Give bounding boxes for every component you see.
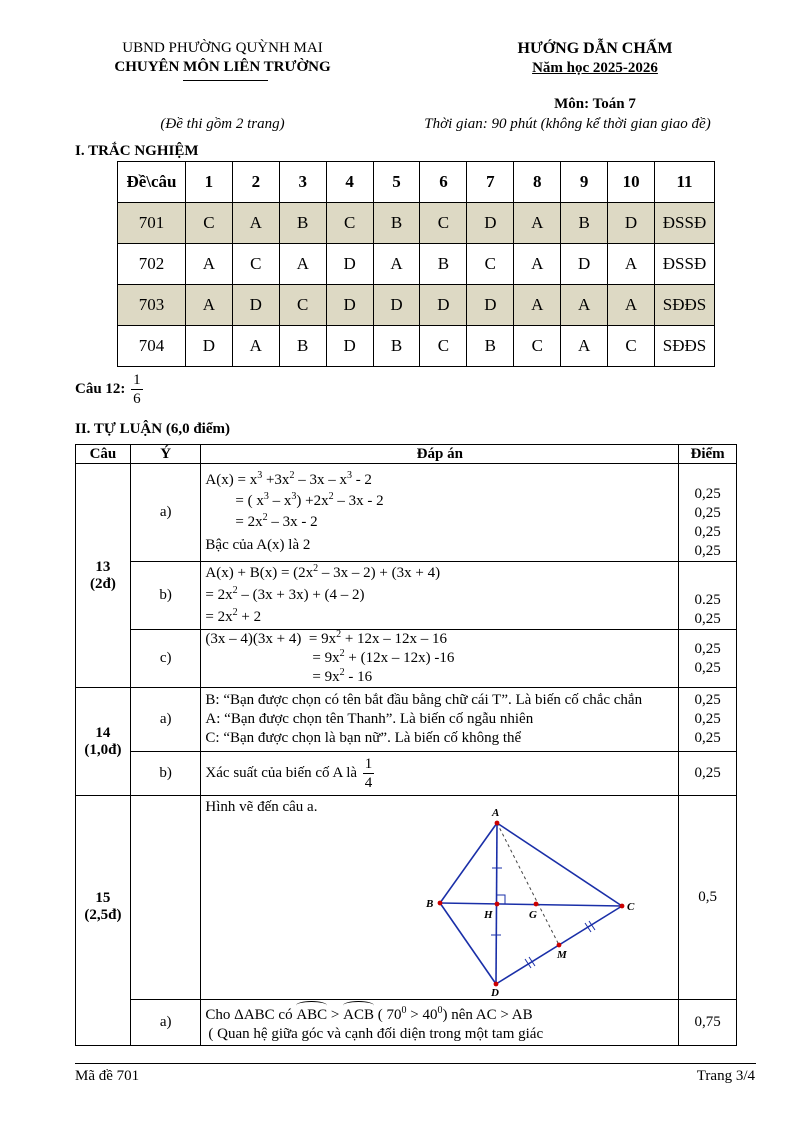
mc-cell: D [326,326,373,367]
q13b-line: $A(x) + B(x) = (2x^2 - 3x - 2) + (3x + 4)$ [205,563,441,581]
essay-answer-table [75,444,737,1046]
mc-cell: B [467,326,514,367]
mc-row [118,326,715,367]
label-a: A [492,807,500,819]
q12-denominator: 6 [133,391,141,407]
q13a-line: Bậc của A(x) là 2 [205,536,311,553]
q14b-denominator: 4 [364,775,373,791]
point-value: 0,25 [694,659,721,676]
mc-cell: B [279,326,326,367]
section2-title: II. TỰ LUẬN (6,0 điểm) [75,421,231,437]
q13c-answer [201,630,679,688]
footer-page-number: Trang 3/4 [696,1068,755,1084]
mc-cell: 701 [118,203,186,244]
mc-header-cell: 7 [467,162,514,203]
label-h: H [484,909,493,921]
year-line: Năm học 2025-2026 [532,60,658,76]
point-value: 0,25 [694,692,721,708]
q15a-line: Cho ΔABC có ABC > ACB ( $70^0 > 40^0$) nên AC > AB [205,1004,533,1023]
header-dap-an: Đáp án [201,445,679,464]
q12-fraction [131,371,143,408]
org-line: UBND PHƯỜNG QUỲNH MAI [122,40,323,56]
mc-cell: 703 [118,285,186,326]
dept-line: CHUYÊN MÔN LIÊN TRƯỜNG [114,59,331,75]
mc-cell: D [326,244,373,285]
q12-numerator: 1 [133,372,141,388]
q14a-line: C: “Bạn được chọn là bạn nữ”. Là biến cố không thể [205,730,522,746]
q13c-line: = $9x^2 + (12x - 12x)$ -16 [312,648,455,666]
mc-cell: A [232,203,279,244]
q14a-points [679,688,737,752]
mc-cell: A [279,244,326,285]
q13a-answer [201,464,679,562]
mc-cell: SĐĐS [655,285,715,326]
mc-answer-table [117,161,715,367]
q13b-answer [201,562,679,630]
point-m [557,943,562,948]
q14a-line: A: “Bạn được chọn tên Thanh”. Là biến cố ngẫu nhiên [205,711,534,727]
mc-cell: B [373,326,420,367]
q14b-row [76,752,737,796]
mc-cell: A [608,285,655,326]
header-cau: Câu [76,445,131,464]
point-value: 0,25 [694,505,721,521]
q15a-row [76,1000,737,1046]
segment-bc [440,903,622,906]
mc-cell: C [420,203,467,244]
q14a-answer [201,688,679,752]
median-am [497,823,559,945]
point-value: 0,25 [694,640,721,657]
mc-cell: D [185,326,232,367]
point-value: 0,25 [694,543,721,559]
mc-cell: B [279,203,326,244]
mc-cell: 702 [118,244,186,285]
q14b-points: 0,25 [679,752,737,796]
point-h [495,902,500,907]
q13c-line: = $9x^2 - 16$ [312,667,373,685]
q15a-label: a) [130,1000,201,1046]
q14b-answer [201,752,679,796]
mc-cell: ĐSSĐ [655,244,715,285]
point-d [494,982,499,987]
mc-header-cell: 6 [420,162,467,203]
mc-cell: 704 [118,326,186,367]
mc-cell: D [467,285,514,326]
q13a-line: = $2x^2 - 3x - 2$ [235,511,318,530]
mc-header-cell: 1 [185,162,232,203]
q13c-label: c) [130,630,201,688]
q14-label-cell [76,688,131,796]
segment-ab [440,823,497,903]
q13a-row [76,464,737,562]
segment-ac [497,823,622,906]
q12-answer [75,371,145,408]
mc-cell: A [608,244,655,285]
mc-cell: C [232,244,279,285]
mc-cell: D [608,203,655,244]
q15-number: 15 [95,890,111,906]
mc-cell: D [373,285,420,326]
mc-cell: A [561,285,608,326]
q15-figure-empty [130,796,201,1000]
mc-header-cell: 9 [561,162,608,203]
q13a-line: = ( $x^3 - x^3) +2x^2 - 3x - 2$ [235,490,384,509]
doc-title: HƯỚNG DẪN CHẤM [517,40,673,57]
mc-cell: C [420,326,467,367]
mc-cell: ĐSSĐ [655,203,715,244]
q13c-row [76,630,737,688]
point-g [534,902,539,907]
mc-header-cell: 10 [608,162,655,203]
q14-points: (1,0đ) [84,741,122,758]
mc-cell: A [373,244,420,285]
q12-label: Câu 12: [75,381,126,397]
q13c-points [679,630,737,688]
mc-row [118,203,715,244]
mc-header-cell: 4 [326,162,373,203]
mc-cell: A [514,244,561,285]
header-diem: Điểm [679,445,737,464]
q13-points: (2đ) [90,575,116,592]
mc-cell: B [373,203,420,244]
q14a-line: B: “Bạn được chọn có tên bắt đầu bằng chữ cái T”. Là biến cố chắc chắn [205,692,643,708]
q14b-label: b) [130,752,201,796]
point-c [620,904,625,909]
mc-cell: D [467,203,514,244]
mc-cell: C [608,326,655,367]
label-g: G [529,909,538,921]
q13b-line: = $2x^2 + 2$ [205,607,262,625]
point-value: 0,25 [694,524,721,540]
q13a-points [679,464,737,562]
mc-header-row [118,162,715,203]
q14-number: 14 [95,724,111,741]
point-value: 0,25 [694,486,721,502]
q13a-label: a) [130,464,201,562]
mc-cell: A [185,244,232,285]
q15a-points: 0,75 [679,1000,737,1046]
q13b-row [76,562,737,630]
point-value: 0,25 [694,711,721,727]
q15-figure-points: 0,5 [679,796,737,1000]
q13-label-cell [76,464,131,688]
mc-cell: B [420,244,467,285]
footer-exam-code: Mã đề 701 [75,1068,140,1084]
q14b-numerator: 1 [364,756,373,772]
time-note: Thời gian: 90 phút (không kể thời gian giao đề) [424,116,711,132]
q13c-line: $(3x - 4)(3x + 4) = 9x^2 + 12x - 12x - 16$ [205,629,448,647]
footer-rule [75,1063,756,1064]
mc-row [118,244,715,285]
q15a-line: ( Quan hệ giữa góc và cạnh đối diện trong một tam giác [208,1025,544,1042]
point-value: 0,25 [694,730,721,746]
mc-header-cell: 2 [232,162,279,203]
q13a-line: $A(x) = x^3 +3x^2 - 3x - x^3 - 2$ [205,469,372,488]
mc-cell: C [467,244,514,285]
mc-header-cell: 11 [655,162,715,203]
mc-cell: D [232,285,279,326]
mc-cell: C [185,203,232,244]
mc-header-cell: Đề\câu [118,162,186,203]
mc-cell: A [185,285,232,326]
tick-mark-dm [529,957,535,966]
point-a [495,821,500,826]
point-value: 0.25 [694,592,721,608]
q14a-row [76,688,737,752]
header-y: Ý [130,445,201,464]
q15-label-cell [76,796,131,1046]
mc-header-cell: 5 [373,162,420,203]
label-b: B [426,898,434,910]
mc-header-cell: 8 [514,162,561,203]
header-underline [183,80,268,81]
q15-points: (2,5đ) [84,907,122,923]
point-value: 0,25 [694,611,721,627]
mc-cell: SĐĐS [655,326,715,367]
section1-title: I. TRẮC NGHIỆM [75,143,199,159]
mc-cell: D [326,285,373,326]
q15-figure-cell [201,796,679,1000]
geometry-figure [201,796,679,996]
mc-cell: D [420,285,467,326]
mc-row [118,285,715,326]
label-d: D [491,987,500,996]
q15a-answer [201,1000,679,1046]
essay-header-row [76,445,737,464]
mc-cell: C [514,326,561,367]
mc-header-cell: 3 [279,162,326,203]
label-c: C [627,901,635,913]
label-m: M [557,949,568,961]
q13b-label: b) [130,562,201,630]
mc-cell: B [561,203,608,244]
mc-cell: C [279,285,326,326]
mc-cell: A [561,326,608,367]
q13b-points [679,562,737,630]
pages-note: (Đề thi gồm 2 trang) [160,116,285,132]
subject-line: Môn: Toán 7 [554,96,636,112]
mc-cell: D [561,244,608,285]
q13-number: 13 [95,558,111,575]
mc-cell: A [514,203,561,244]
q14b-text: Xác suất của biến cố A là [205,765,358,781]
point-b [438,901,443,906]
q13b-line: = $2x^2 - (3x + 3x) + (4 - 2)$ [205,585,365,603]
mc-cell: A [232,326,279,367]
mc-cell: C [326,203,373,244]
q15-figure-text: Hình vẽ đến câu a. [205,799,318,815]
q14a-label: a) [130,688,201,752]
q15-figure-row [76,796,737,1000]
q14b-fraction [363,755,375,792]
mc-cell: A [514,285,561,326]
